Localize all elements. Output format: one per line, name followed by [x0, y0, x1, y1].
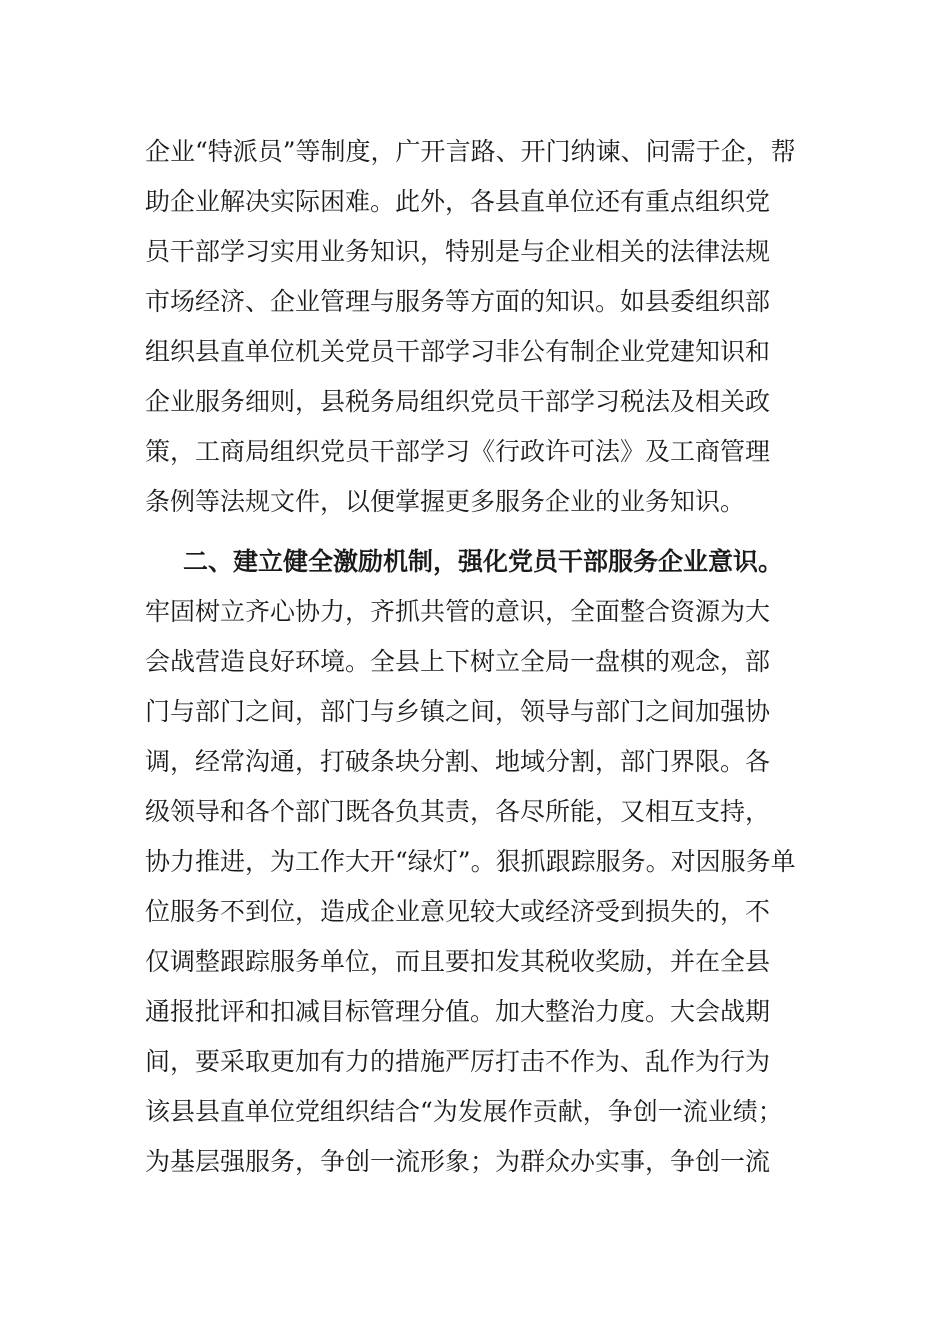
text-line: 条例等法规文件，以便掌握更多服务企业的业务知识。	[145, 487, 746, 516]
text-line: 通报批评和扣减目标管理分值。加大整治力度。大会战期	[145, 997, 771, 1026]
text-line: 市场经济、企业管理与服务等方面的知识。如县委组织部	[145, 287, 771, 316]
text-line: 为基层强服务，争创一流形象；为群众办实事，争创一流	[145, 1147, 771, 1176]
text-line: 仅调整跟踪服务单位，而且要扣发其税收奖励，并在全县	[145, 947, 771, 976]
text-line: 位服务不到位，造成企业意见较大或经济受到损失的，不	[145, 897, 771, 926]
text-line: 牢固树立齐心协力，齐抓共管的意识，全面整合资源为大	[145, 597, 771, 626]
text-line: 助企业解决实际困难。此外，各县直单位还有重点组织党	[145, 187, 771, 216]
paragraph-1	[145, 127, 807, 527]
text-line: 该县县直单位党组织结合“为发展作贡献，争创一流业绩；	[145, 1097, 783, 1126]
text-line: 级领导和各个部门既各负其责，各尽所能，又相互支持，	[145, 797, 771, 826]
text-line: 企业“特派员”等制度，广开言路、开门纳谏、问需于企，帮	[145, 137, 796, 166]
text-line: 会战营造良好环境。全县上下树立全局一盘棋的观念，部	[145, 647, 771, 676]
text-line: 员干部学习实用业务知识，特别是与企业相关的法律法规	[145, 237, 771, 266]
text-line: 门与部门之间，部门与乡镇之间，领导与部门之间加强协	[145, 697, 771, 726]
text-line: 调，经常沟通，打破条块分割、地域分割，部门界限。各	[145, 747, 771, 776]
text-line: 组织县直单位机关党员干部学习非公有制企业党建知识和	[145, 337, 771, 366]
text-line: 企业服务细则，县税务局组织党员干部学习税法及相关政	[145, 387, 771, 416]
section-2	[145, 537, 807, 1187]
text-line: 策，工商局组织党员干部学习《行政许可法》及工商管理	[145, 437, 771, 466]
section-heading: 二、建立健全激励机制，强化党员干部服务企业意识。	[183, 547, 784, 576]
text-line: 间，要采取更加有力的措施严厉打击不作为、乱作为行为	[145, 1047, 771, 1076]
text-line: 协力推进，为工作大开“绿灯”。狠抓跟踪服务。对因服务单	[145, 847, 796, 876]
